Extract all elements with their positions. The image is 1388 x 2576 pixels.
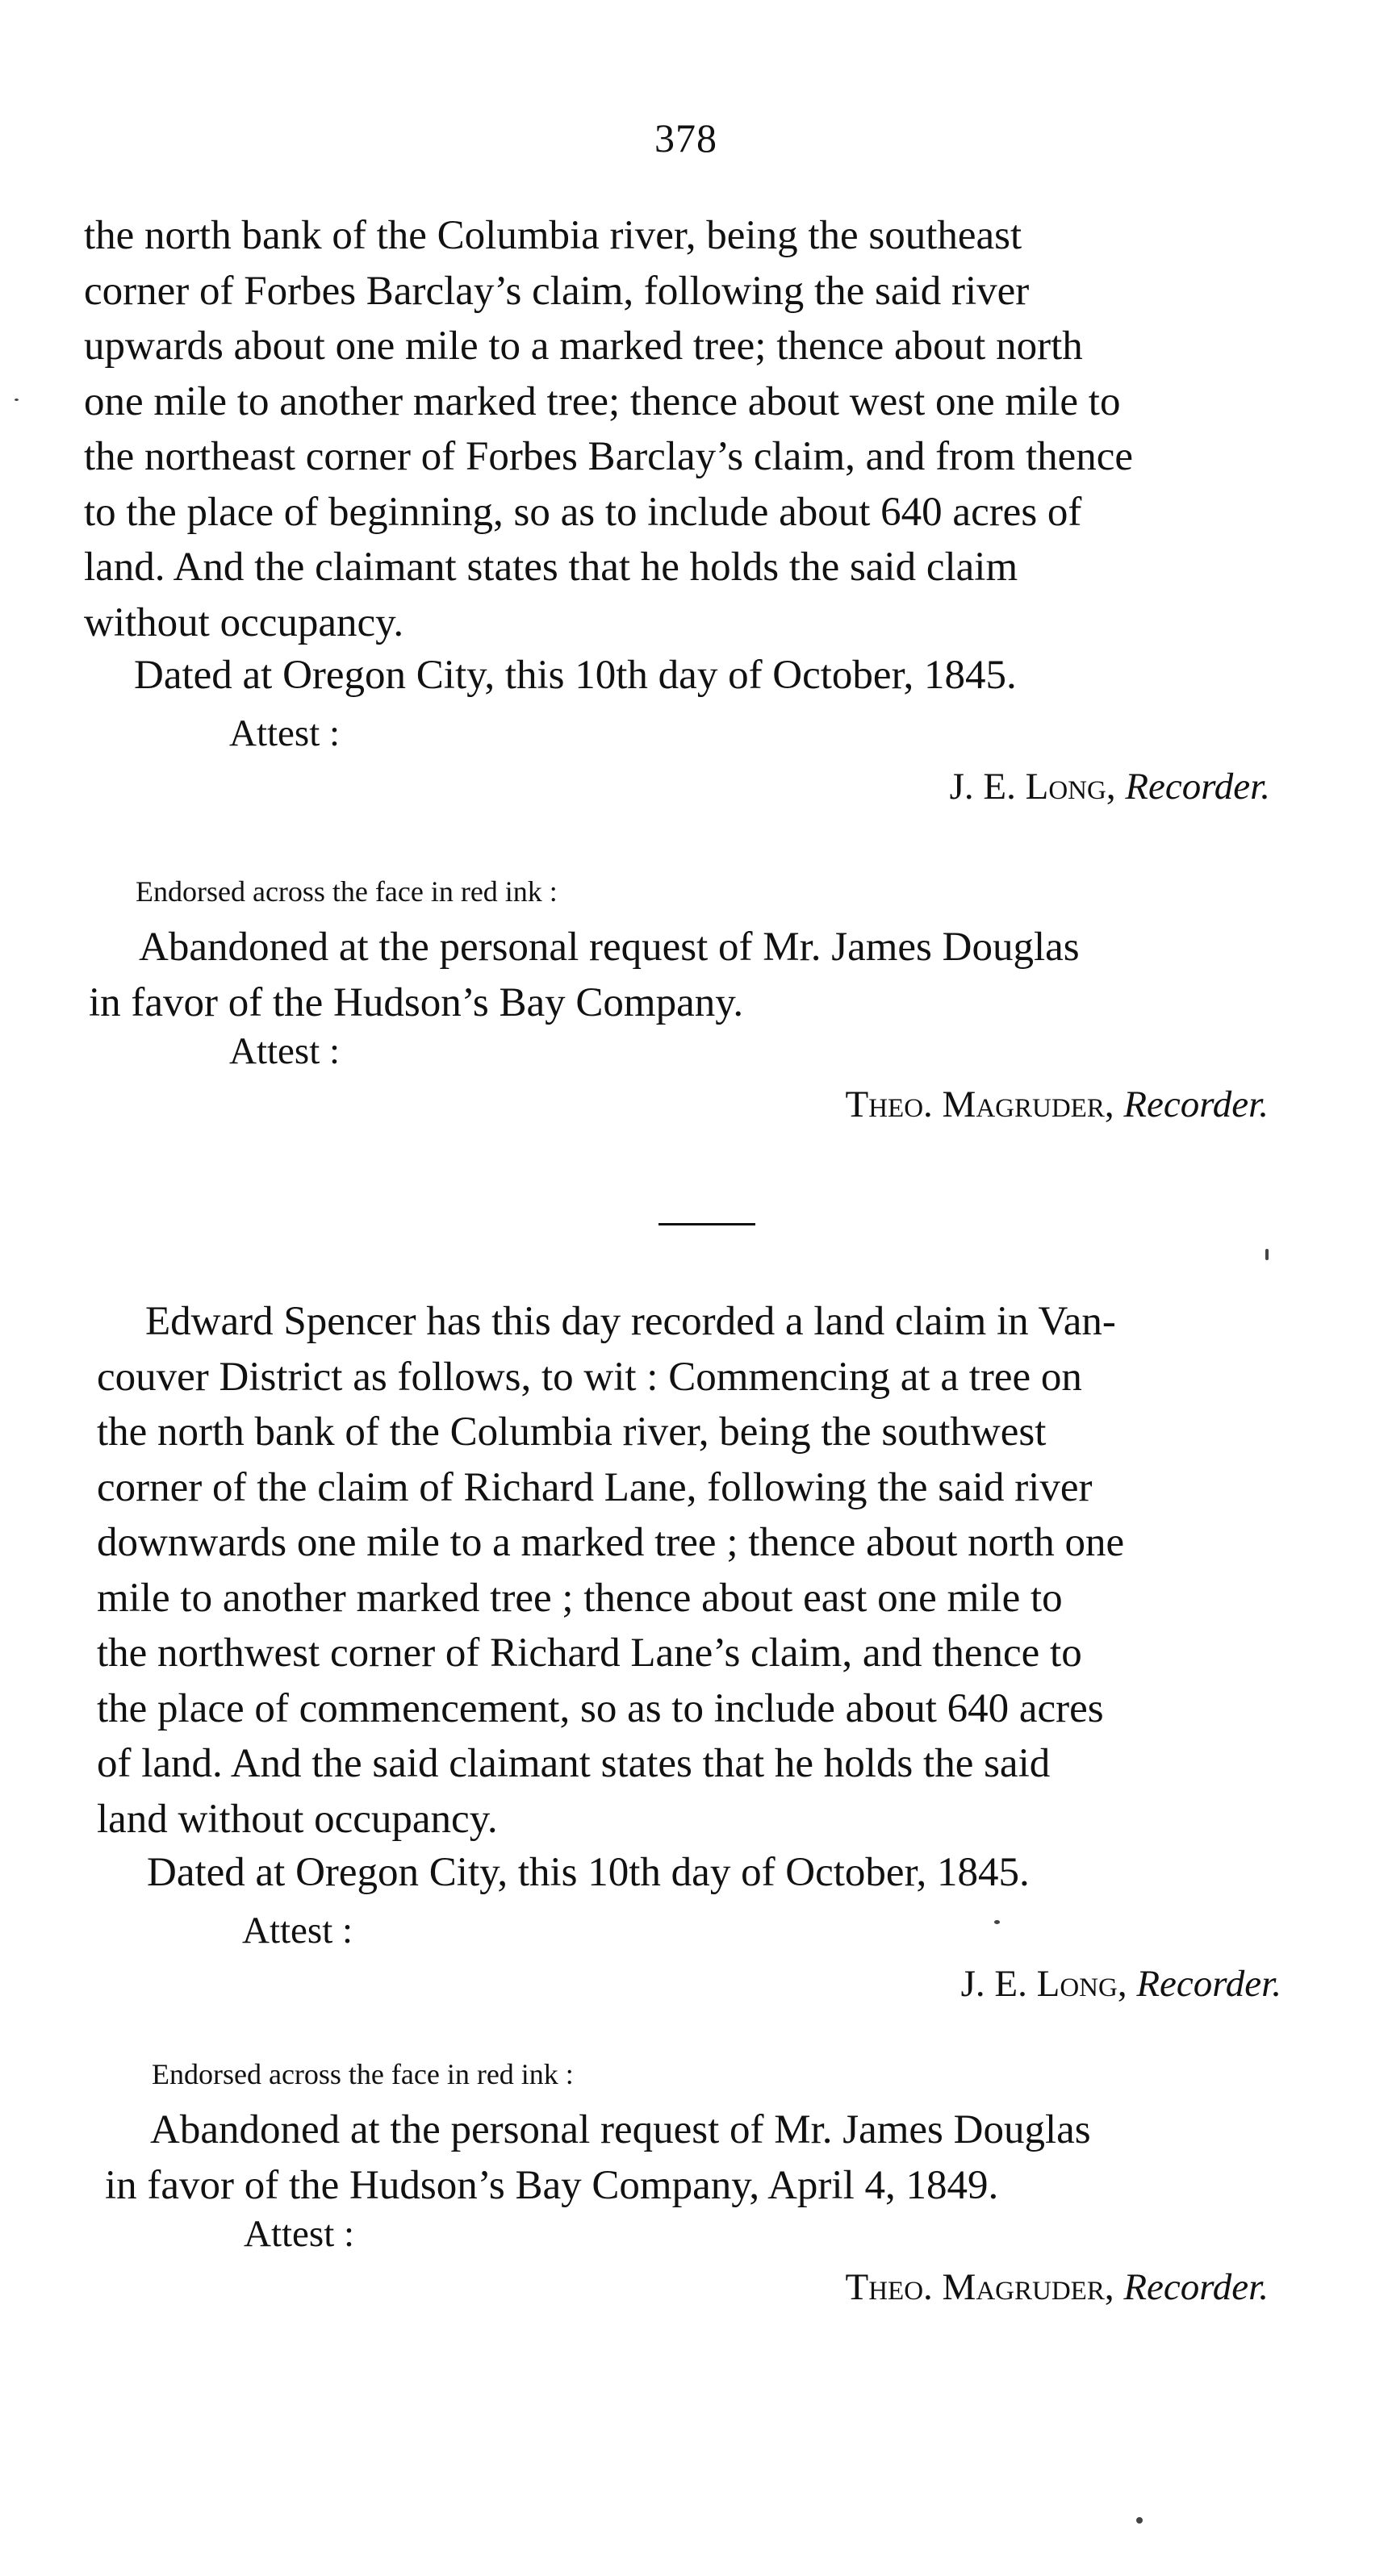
entry1-endorsement-body [89, 920, 1315, 1030]
scan-speck [1136, 2517, 1143, 2524]
recorder-title: Recorder. [1123, 1083, 1269, 1125]
recorder-title: Recorder. [1125, 766, 1270, 808]
text-line: couver District as follows, to wit : Commencing at a tree on [97, 1354, 1082, 1400]
text-line: Abandoned at the personal request of Mr. James Douglas [139, 925, 1080, 970]
recorder-name: J. E. Long, [960, 1963, 1127, 2005]
text-line: one mile to another marked tree; thence about west one mile to [84, 378, 1121, 424]
recorder-name: Theo. Magruder, [845, 1083, 1114, 1125]
text-line: the northeast corner of Forbes Barclay’s claim, and from thence [84, 434, 1134, 479]
text-line: in favor of the Hudson’s Bay Company, April 4, 1849. [105, 2162, 999, 2208]
entry1-endorsement-recorder-signature [846, 1083, 1269, 1126]
scan-speck [1265, 1249, 1269, 1260]
text-line: land without occupancy. [97, 1796, 498, 1842]
text-line: downwards one mile to a marked tree ; thence about north one [97, 1520, 1125, 1565]
entry1-endorsement-note: Endorsed across the face in red ink : [136, 875, 558, 908]
entry1-endorsement-attest: Attest : [229, 1030, 341, 1072]
text-line: without occupancy. [84, 599, 404, 645]
recorder-name: Theo. Magruder, [845, 2266, 1114, 2308]
text-line: Edward Spencer has this day recorded a land claim in Van- [145, 1299, 1116, 1344]
entry2-endorsement-attest: Attest : [244, 2213, 355, 2255]
entry2-endorsement-note: Endorsed across the face in red ink : [152, 2058, 574, 2090]
entry2-body [97, 1294, 1319, 1847]
scan-speck [15, 399, 19, 401]
page-number: 378 [654, 115, 717, 161]
text-line: corner of Forbes Barclay’s claim, following the said river [84, 268, 1030, 314]
text-line: Abandoned at the personal request of Mr. James Douglas [150, 2107, 1091, 2152]
recorder-title: Recorder. [1123, 2266, 1269, 2308]
text-line: upwards about one mile to a marked tree; thence about north [84, 324, 1083, 369]
recorder-title: Recorder. [1136, 1963, 1281, 2005]
text-line: mile to another marked tree ; thence about east one mile to [97, 1575, 1063, 1621]
text-line: the place of commencement, so as to include about 640 acres [97, 1685, 1104, 1731]
entry1-body [84, 208, 1319, 650]
text-line: corner of the claim of Richard Lane, following the said river [97, 1464, 1093, 1510]
entry2-recorder-signature [961, 1962, 1281, 2006]
text-line: the north bank of the Columbia river, being the southwest [97, 1409, 1047, 1455]
entry2-dated-line: Dated at Oregon City, this 10th day of October, 1845. [147, 1850, 1030, 1895]
section-divider [658, 1223, 755, 1225]
recorder-name: J. E. Long, [949, 766, 1116, 808]
entry1-recorder-signature [950, 765, 1270, 808]
text-line: the north bank of the Columbia river, being the southeast [84, 213, 1022, 258]
scan-speck [994, 1920, 1000, 1924]
entry2-attest: Attest : [242, 1910, 353, 1952]
entry2-endorsement-body [105, 2102, 1332, 2213]
text-line: in favor of the Hudson’s Bay Company. [89, 979, 744, 1025]
entry1-attest: Attest : [229, 712, 341, 754]
text-line: the northwest corner of Richard Lane’s claim, and thence to [97, 1630, 1082, 1676]
text-line: land. And the claimant states that he holds the said claim [84, 545, 1018, 590]
text-line: of land. And the said claimant states that he holds the said [97, 1741, 1051, 1786]
text-line: to the place of beginning, so as to include about 640 acres of [84, 489, 1082, 535]
entry1-dated-line: Dated at Oregon City, this 10th day of October, 1845. [134, 653, 1017, 698]
entry2-endorsement-recorder-signature [846, 2265, 1269, 2309]
